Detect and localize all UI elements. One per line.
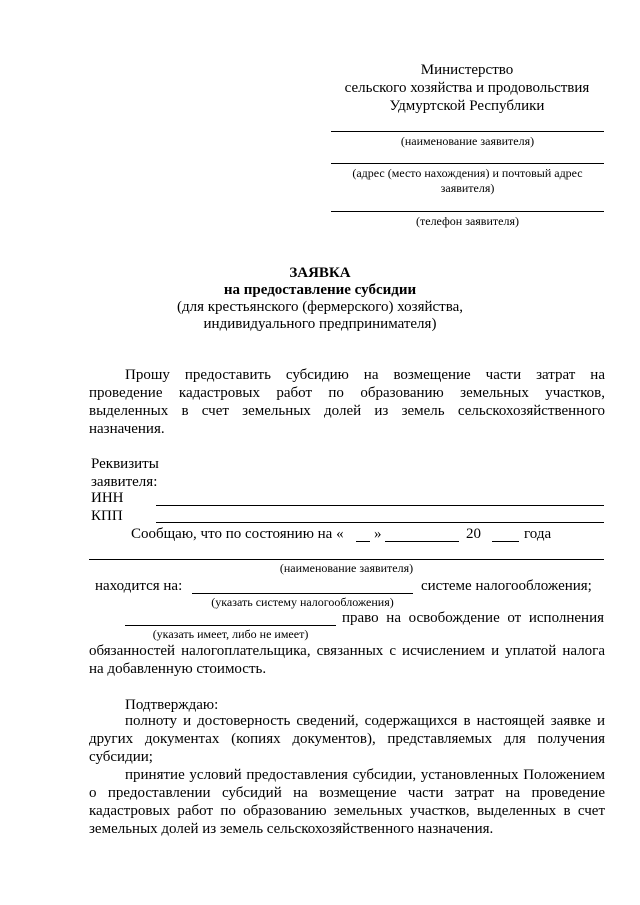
status-month-line[interactable]	[385, 541, 459, 542]
status-year-line[interactable]	[492, 541, 519, 542]
confirm-p1-line-3: субсидии;	[89, 749, 153, 765]
document-note-1: (для крестьянского (фермерского) хозяйства,	[176, 299, 464, 315]
request-line-4: назначения.	[89, 421, 165, 437]
inn-field-line[interactable]	[156, 505, 604, 506]
tax-system-caption: (указать систему налогообложения)	[211, 595, 394, 609]
status-year-prefix: 20	[466, 526, 481, 542]
recipient-line-2: сельского хозяйства и продовольствия	[344, 80, 590, 96]
kpp-field-line[interactable]	[156, 522, 604, 523]
kpp-label: КПП	[91, 508, 123, 524]
duties-line-1: обязанностей налогоплательщика, связанных с исчислением и уплатой налога	[89, 643, 605, 659]
requisites-label-2: заявителя:	[91, 474, 158, 490]
inn-label: ИНН	[91, 490, 124, 506]
status-quote-close: »	[374, 526, 382, 542]
applicant-address-caption-1: (адрес (место нахождения) и почтовый адрес	[352, 166, 583, 180]
applicant-phone-line[interactable]	[331, 211, 604, 212]
request-line-3: выделенных в счет земельных долей из земель сельскохозяйственного	[89, 403, 605, 419]
request-line-2: проведение кадастровых работ по образованию земельных участков,	[89, 385, 605, 401]
document-title: ЗАЯВКА	[289, 265, 351, 281]
applicant-address-line[interactable]	[331, 163, 604, 164]
requisites-label-1: Реквизиты	[91, 456, 159, 472]
applicant-name-line[interactable]	[331, 131, 604, 132]
status-year-suffix: года	[524, 526, 552, 542]
located-on-label: находится на:	[95, 578, 183, 594]
document-note-2: индивидуального предпринимателя)	[203, 316, 437, 332]
status-applicant-line[interactable]	[89, 559, 604, 560]
confirm-p2-line-2: о предоставлении субсидий на возмещение части затрат на проведение	[89, 785, 605, 801]
confirm-p2-line-4: земельных долей из земель сельскохозяйственного назначения.	[89, 821, 494, 837]
confirm-p2-line-1: принятие условий предоставления субсидии, установленных Положением	[125, 767, 605, 783]
exemption-right-text: право на освобождение от исполнения	[342, 610, 604, 626]
status-day-line[interactable]	[356, 541, 370, 542]
duties-line-2: на добавленную стоимость.	[89, 661, 267, 677]
applicant-name-caption: (наименование заявителя)	[400, 134, 535, 148]
applicant-phone-caption: (телефон заявителя)	[416, 214, 519, 228]
document-subtitle: на предоставление субсидии	[223, 282, 417, 298]
tax-system-text: системе налогообложения;	[421, 578, 592, 594]
applicant-address-caption-2: заявителя)	[440, 181, 495, 195]
confirm-p2-line-3: кадастровых работ по образованию земельных участков, выделенных в счет	[89, 803, 605, 819]
confirm-p1-line-2: других документах (копиях документов), представляемых для получения	[89, 731, 605, 747]
exemption-right-line[interactable]	[125, 625, 336, 626]
confirm-title: Подтверждаю:	[125, 697, 219, 713]
confirm-p1-line-1: полноту и достоверность сведений, содержащихся в настоящей заявке и	[125, 713, 605, 729]
status-prefix: Сообщаю, что по состоянию на «	[131, 526, 344, 542]
exemption-right-caption: (указать имеет, либо не имеет)	[152, 627, 309, 641]
recipient-line-3: Удмуртской Республики	[389, 98, 545, 114]
tax-system-line[interactable]	[192, 593, 413, 594]
request-line-1: Прошу предоставить субсидию на возмещение части затрат на	[125, 367, 605, 383]
status-applicant-caption: (наименование заявителя)	[279, 561, 414, 575]
recipient-line-1: Министерство	[420, 62, 514, 78]
